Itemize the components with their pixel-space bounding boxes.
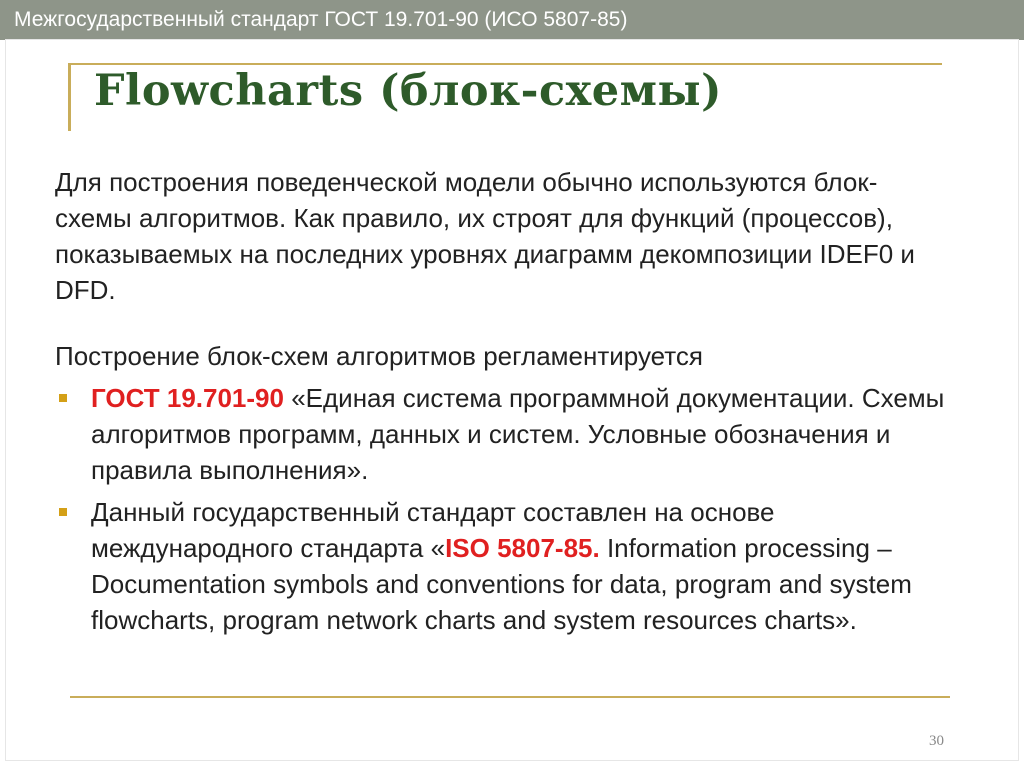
slide-heading: Flowcharts (блок-схемы) <box>94 66 722 116</box>
bullet-list <box>55 380 955 638</box>
bullet-prefix: Данный государственный стандарт составлен на основе международного стандарта « <box>91 497 775 563</box>
iso-reference: ISO 5807-85. <box>445 533 600 563</box>
window-title: Межгосударственный стандарт ГОСТ 19.701-90 (ИСО 5807-85) <box>14 8 628 31</box>
bullet-text: «Единая система программной документации. Схемы алгоритмов программ, данных и систем. Условные обозначения и правила выполнения». <box>91 383 945 485</box>
heading-left-rule <box>68 63 71 131</box>
lead-paragraph: Построение блок-схем алгоритмов регламентируется <box>55 341 703 371</box>
slide-content <box>55 164 955 638</box>
gost-reference: ГОСТ 19.701-90 <box>91 383 284 413</box>
footer-rule <box>70 696 950 698</box>
bullet-text: Information processing – Documentation symbols and conventions for data, program and system flowcharts, program network charts and system resources charts». <box>91 533 912 635</box>
bullet-square-icon <box>59 394 67 402</box>
bullet-item-iso <box>55 494 955 638</box>
window-title-bar <box>0 0 1024 40</box>
page-number: 30 <box>929 733 944 749</box>
bullet-item-gost <box>55 380 955 488</box>
heading-top-rule <box>70 63 942 65</box>
bullet-square-icon <box>59 508 67 516</box>
intro-paragraph: Для построения поведенческой модели обычно используются блок-схемы алгоритмов. Как правило, их строят для функций (процессов), показываемых на последних уровнях диаграмм декомпозиции IDEF0 и DFD. <box>55 167 915 305</box>
